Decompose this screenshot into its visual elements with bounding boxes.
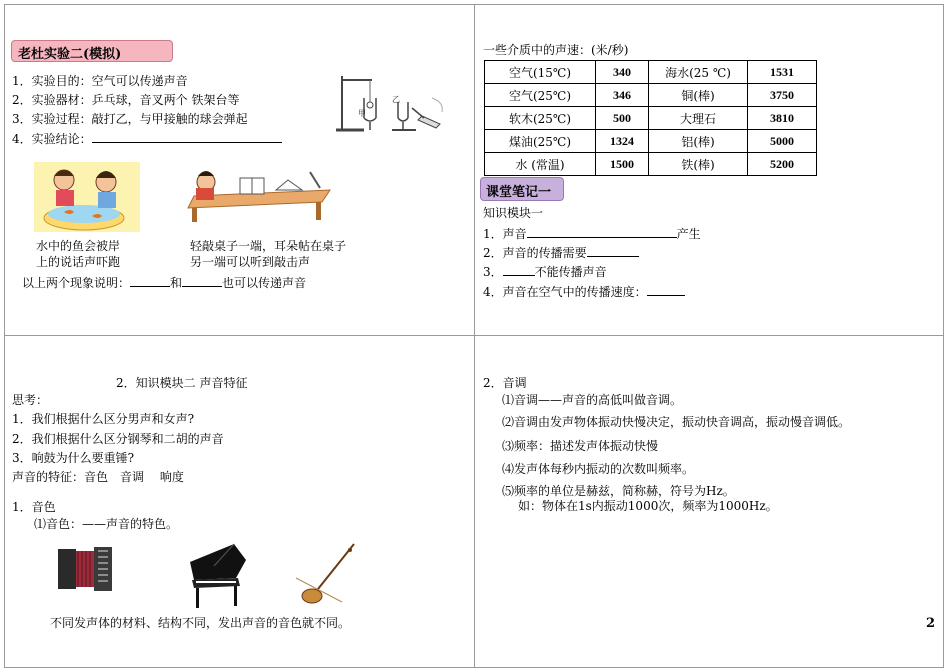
piano-picture (184, 538, 250, 610)
pitch-heading: 2．音调 (483, 376, 527, 390)
speed-table-title: 一些介质中的声速：(米/秒) (483, 43, 629, 57)
experiment-title-box (11, 40, 173, 62)
class-notes-title: 课堂笔记一 (486, 185, 552, 200)
experiment-title: 老杜实验二(模拟) (18, 47, 122, 62)
table-cell: 铜(棒) (649, 84, 748, 107)
question-1: 1．我们根据什么区分男声和女声? (12, 412, 195, 426)
apparatus-label-jia: 甲 (358, 109, 366, 118)
module-one-label: 知识模块一 (483, 206, 544, 220)
table-cell: 铝(棒) (649, 130, 748, 153)
note-blank-4 (647, 283, 685, 296)
table-row (485, 130, 817, 153)
table-listening-picture (184, 168, 332, 222)
table-row (485, 84, 817, 107)
think-label: 思考： (12, 393, 49, 407)
sound-speed-table (484, 60, 817, 176)
erhu-picture (292, 540, 366, 608)
table-cell: 1500 (596, 153, 649, 176)
table-cell: 空气(15℃) (485, 61, 596, 84)
note-item-1: 1．声音 产生 (483, 227, 701, 241)
tuning-fork-apparatus-illustration (332, 68, 448, 140)
question-2: 2．我们根据什么区分钢琴和二胡的声音 (12, 432, 224, 446)
table-cell: 空气(25℃) (485, 84, 596, 107)
table-cell: 1324 (596, 130, 649, 153)
fishbowl-children-picture (34, 162, 140, 232)
table-cell: 5200 (748, 153, 817, 176)
module-two-heading: 2．知识模块二 声音特征 (116, 376, 248, 390)
accordion-picture (56, 545, 114, 593)
apparatus-label-yi: 乙 (392, 95, 400, 104)
table-cell: 软木(25℃) (485, 107, 596, 130)
table-cell: 500 (596, 107, 649, 130)
table-cell: 3750 (748, 84, 817, 107)
table-row (485, 61, 817, 84)
horizontal-divider (4, 335, 944, 336)
pitch-line-6: 如：物体在1s内振动1000次，频率为1000Hz。 (518, 499, 778, 513)
note-item-3: 3． 不能传播声音 (483, 265, 607, 279)
table-cell: 340 (596, 61, 649, 84)
table-cell: 铁(棒) (649, 153, 748, 176)
caption-fish-line-1: 水中的鱼会被岸 (36, 239, 121, 253)
conclusion-blank (92, 130, 282, 143)
experiment-line-2: 2．实验器材：乒乓球，音叉两个 铁架台等 (12, 93, 240, 107)
table-cell: 海水(25 ℃) (649, 61, 748, 84)
experiment-line-1: 1．实验目的：空气可以传递声音 (12, 74, 188, 88)
experiment-line-4: 4．实验结论： (12, 130, 282, 147)
timbre-heading: 1．音色 (12, 500, 56, 514)
caption-table-line-1: 轻敲桌子一端，耳朵帖在桌子 (190, 239, 347, 253)
table-cell: 3810 (748, 107, 817, 130)
class-notes-title-box (480, 177, 564, 201)
page-number: 2 (926, 616, 936, 631)
pitch-line-3: ⑶频率：描述发声体振动快慢 (502, 439, 659, 453)
table-cell: 煤油(25℃) (485, 130, 596, 153)
pitch-line-1: ⑴音调——声音的高低叫做音调。 (502, 393, 683, 407)
note-item-4: 4．声音在空气中的传播速度： (483, 283, 685, 300)
pitch-line-5: ⑸频率的单位是赫兹，简称赫，符号为Hz。 (502, 484, 735, 498)
note-blank-1 (527, 225, 677, 238)
vertical-divider (474, 4, 475, 668)
caption-fish-line-2: 上的说话声吓跑 (36, 255, 121, 269)
table-cell: 水 (常温) (485, 153, 596, 176)
table-cell: 大理石 (649, 107, 748, 130)
note-blank-2 (587, 244, 639, 257)
summary-blank-2 (182, 274, 222, 287)
pitch-line-2: ⑵音调由发声物体振动快慢决定，振动快音调高，振动慢音调低。 (502, 415, 851, 429)
experiment-line-3: 3．实验过程：敲打乙，与甲接触的球会弹起 (12, 112, 248, 126)
table-cell: 5000 (748, 130, 817, 153)
pitch-line-4: ⑷发声体每秒内振动的次数叫频率。 (502, 462, 695, 476)
table-cell: 346 (596, 84, 649, 107)
table-row (485, 107, 817, 130)
table-cell: 1531 (748, 61, 817, 84)
caption-table-line-2: 另一端可以听到敲击声 (190, 255, 311, 269)
timbre-conclusion: 不同发声体的材料、结构不同，发出声音的音色就不同。 (50, 616, 351, 630)
table-row (485, 153, 817, 176)
note-item-2: 2．声音的传播需要 (483, 244, 639, 261)
timbre-definition: ⑴音色：——声音的特色。 (34, 517, 179, 531)
question-3: 3．响鼓为什么要重锤? (12, 451, 135, 465)
summary-blank-1 (130, 274, 170, 287)
summary-line: 以上两个现象说明： 和 也可以传递声音 (22, 276, 307, 290)
note-blank-3 (503, 263, 535, 276)
sound-features: 声音的特征：音色 音调 响度 (12, 470, 184, 484)
